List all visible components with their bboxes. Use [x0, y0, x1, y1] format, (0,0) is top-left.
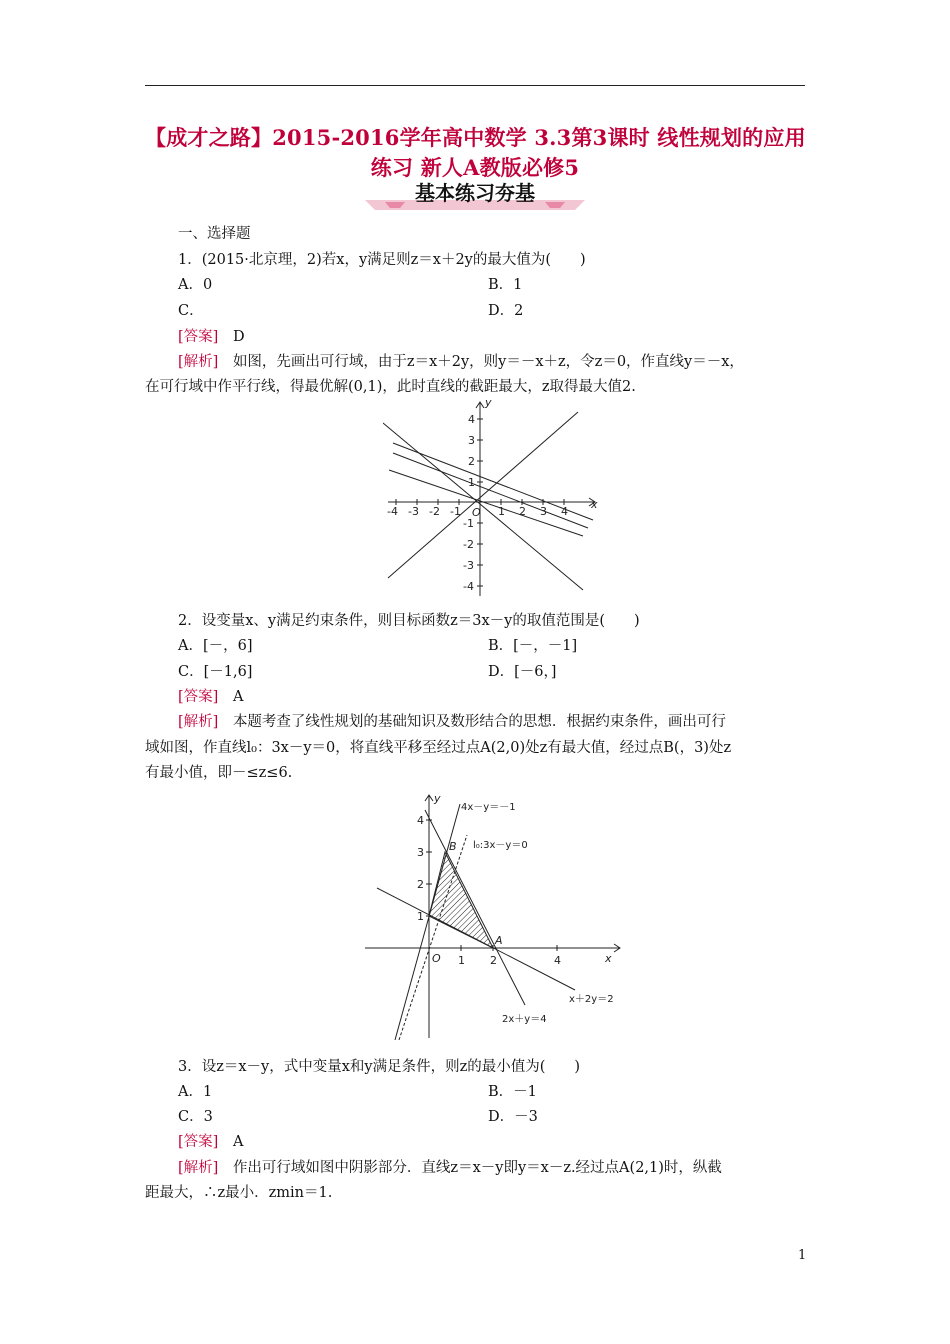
x-tick: 4: [561, 505, 568, 518]
answer-value: A: [232, 1134, 244, 1150]
q3-option-d: D．－3: [488, 1109, 538, 1125]
y-axis-label: y: [485, 398, 492, 409]
q1-answer: [178, 325, 245, 346]
q2-analysis-2: 域如图，作直线l₀：3x－y＝0，将直线平移至经过点A(2,0)处z有最大值，经过点B(，3)处z: [145, 740, 732, 756]
q3-option-c: C．3: [178, 1109, 213, 1125]
point-b-label: B: [449, 840, 457, 853]
q3-analysis-1: [178, 1156, 722, 1177]
q2-option-a: A．[－，6]: [178, 638, 253, 654]
y-tick: -3: [463, 559, 474, 572]
q2-figure: [365, 790, 625, 1040]
q3-option-b: B．－1: [488, 1084, 537, 1100]
q2-option-d: D．[－6，]: [488, 664, 557, 680]
section-heading: 一、选择题: [178, 226, 251, 242]
q2-analysis-3: 有最小值，即－≤z≤6.: [145, 765, 293, 781]
analysis-tag: [解析]: [178, 1160, 219, 1176]
answer-tag: [答案]: [178, 689, 219, 705]
q1-option-b: B．1: [488, 277, 523, 293]
point-a-label: A: [495, 934, 503, 947]
title-line-1: 【成才之路】2015-2016学年高中数学 3.3第3课时 线性规划的应用: [145, 125, 806, 150]
answer-tag: [答案]: [178, 329, 219, 345]
q1-option-d: D．2: [488, 303, 524, 319]
title-line-2: 练习 新人A教版必修5: [370, 155, 580, 180]
q1-stem: 1．(2015·北京理，2)若x，y满足则z＝x＋2y的最大值为( ): [178, 252, 586, 268]
y-tick: 1: [417, 910, 424, 923]
y-tick: 2: [468, 455, 475, 468]
y-tick: 3: [468, 434, 475, 447]
line-label-x2y: x＋2y＝2: [569, 994, 614, 1005]
q3-analysis-2: 距最大，∴z最小．zmin＝1.: [145, 1185, 333, 1201]
answer-value: A: [232, 689, 244, 705]
y-tick: -2: [463, 538, 474, 551]
x-tick: 4: [554, 954, 561, 967]
y-tick: 1: [468, 476, 475, 489]
q2-option-b: B．[－，－1]: [488, 638, 578, 654]
header-rule: [145, 85, 805, 86]
x-tick: 1: [498, 505, 505, 518]
q3-stem: 3．设z＝x－y，式中变量x和y满足条件，则z的最小值为( ): [178, 1059, 581, 1075]
banner: [345, 182, 605, 212]
y-tick: -1: [463, 517, 474, 530]
x-tick: -4: [387, 505, 398, 518]
origin-label: O: [472, 506, 481, 519]
x-axis-label: x: [591, 498, 598, 511]
analysis-tag: [解析]: [178, 714, 219, 730]
analysis-text: 作出可行域如图中阴影部分．直线z＝x－y即y＝x－z.经过点A(2,1)时，纵截: [232, 1160, 722, 1176]
q3-option-a: A．1: [178, 1084, 213, 1100]
analysis-text: 如图，先画出可行域，由于z＝x＋2y，则y＝－x＋z，令z＝0，作直线y＝－x，: [232, 354, 744, 370]
q1-figure: [383, 398, 605, 598]
x-tick: 3: [540, 505, 547, 518]
q2-stem: 2．设变量x、y满足约束条件，则目标函数z＝3x－y的取值范围是( ): [178, 613, 640, 629]
line-label-2xy: 2x＋y＝4: [502, 1014, 547, 1025]
q1-analysis-2: 在可行域中作平行线，得最优解(0,1)，此时直线的截距最大，z取得最大值2.: [145, 379, 636, 395]
x-tick: 2: [519, 505, 526, 518]
x-tick: 2: [490, 954, 497, 967]
q1-option-a: A．0: [178, 277, 213, 293]
x-tick: -2: [429, 505, 440, 518]
answer-value: D: [232, 329, 245, 345]
y-tick: 4: [468, 413, 475, 426]
answer-tag: [答案]: [178, 1134, 219, 1150]
q1-option-c: C．: [178, 303, 204, 319]
y-tick: 3: [417, 846, 424, 859]
banner-text: 基本练习夯基: [415, 182, 535, 205]
line-label-4x-y: 4x－y＝－1: [461, 802, 516, 813]
q2-analysis-1: [178, 710, 726, 731]
q2-answer: [178, 685, 243, 706]
line-label-l0: l₀:3x－y＝0: [473, 840, 528, 851]
page-number: 1: [798, 1248, 807, 1263]
y-tick: 4: [417, 814, 424, 827]
analysis-text: 本题考查了线性规划的基础知识及数形结合的思想．根据约束条件，画出可行: [232, 714, 726, 730]
analysis-tag: [解析]: [178, 354, 219, 370]
x-axis-label: x: [605, 952, 612, 965]
q1-analysis-1: [178, 350, 744, 371]
x-tick: 1: [458, 954, 465, 967]
y-tick: -4: [463, 580, 474, 593]
q3-answer: [178, 1130, 243, 1151]
y-axis-label: y: [434, 792, 441, 805]
y-tick: 2: [417, 878, 424, 891]
x-tick: -1: [450, 505, 461, 518]
origin-label: O: [432, 952, 441, 965]
q2-option-c: C．[－1,6]: [178, 664, 253, 680]
x-tick: -3: [408, 505, 419, 518]
